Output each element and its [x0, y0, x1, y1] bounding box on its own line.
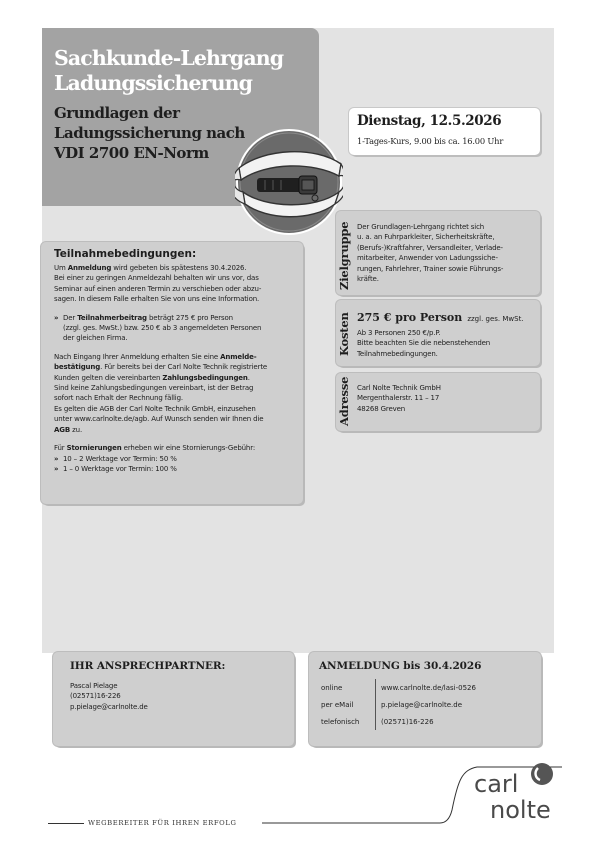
- text: Zahlungsbedingungen: [162, 373, 248, 382]
- registration-phone: (02571)16-226: [381, 717, 434, 726]
- registration-title: ANMELDUNG bis 30.4.2026: [319, 660, 482, 672]
- price: 275 € pro Person: [357, 311, 463, 324]
- logo-text-nolte: nolte: [490, 796, 551, 824]
- text-line: kräfte.: [357, 275, 379, 284]
- registration-url[interactable]: www.carlnolte.de/lasi-0526: [381, 683, 476, 692]
- text: 1 – 0 Werktage vor Termin: 100 %: [63, 464, 177, 473]
- target-group-text: [357, 222, 537, 284]
- course-time: 1-Tages-Kurs, 9.00 bis ca. 16.00 Uhr: [357, 136, 504, 146]
- conditions-text: [54, 263, 298, 474]
- registration-channel: per eMail: [321, 696, 376, 713]
- ratchet-strap-icon: [235, 128, 343, 236]
- text-line: Es gelten die AGB der Carl Nolte Technik GmbH, einzusehen: [54, 404, 256, 413]
- text-line: Der Grundlagen-Lehrgang richtet sich: [357, 223, 485, 231]
- text: Anmelde-: [220, 352, 257, 361]
- text: Um: [54, 264, 68, 272]
- address-label: Adresse: [337, 376, 351, 426]
- text: Für: [54, 444, 67, 453]
- text: .: [247, 373, 250, 382]
- divider: [48, 823, 84, 824]
- registration-channel: telefonisch: [321, 713, 376, 730]
- bullet-icon: »: [54, 454, 59, 463]
- registration-table: [321, 679, 480, 730]
- text-line: (Berufs-)Kraftfahrer, Versandleiter, Verlade-: [357, 243, 503, 252]
- registration-email[interactable]: p.pielage@carlnolte.de: [381, 700, 462, 709]
- registration-channel: online: [321, 679, 376, 696]
- text-line: sagen. In diesem Falle erhalten Sie von uns eine Information.: [54, 295, 260, 304]
- text: . Für bereits bei der Carl Nolte Technik registrierte: [100, 363, 268, 372]
- text: Kunden gelten die vereinbarten: [54, 373, 163, 382]
- text-line: Bitte beachten Sie die nebenstehenden: [357, 339, 491, 348]
- contact-title: IHR ANSPRECHPARTNER:: [70, 660, 226, 672]
- text: Der: [63, 313, 78, 322]
- subtitle-line: Ladungssicherung nach: [54, 124, 245, 142]
- text-line: rungen, Fahrlehrer, Trainer sowie Führungs-: [357, 264, 504, 273]
- table-row: [321, 713, 480, 730]
- subtitle-line: VDI 2700 EN-Norm: [54, 144, 209, 162]
- text-line: 48268 Greven: [357, 404, 406, 413]
- text-line: Seminar auf einen anderen Termin zu verschieben oder abzu-: [54, 284, 262, 293]
- text-line: Mergenthalerstr. 11 – 17: [357, 394, 440, 403]
- contact-phone: (02571)16-226: [70, 692, 121, 701]
- text: Anmeldung: [67, 264, 112, 272]
- text-line: unter www.carlnolte.de/agb. Auf Wunsch senden wir Ihnen die: [54, 415, 264, 424]
- text: erheben wir eine Stornierungs-Gebühr:: [121, 444, 256, 453]
- text-line: Carl Nolte Technik GmbH: [357, 384, 441, 392]
- conditions-title: Teilnahmebedingungen:: [54, 248, 197, 260]
- price-note: zzgl. ges. MwSt.: [467, 315, 524, 323]
- text-line: Ab 3 Personen 250 €/p.P.: [357, 329, 441, 337]
- list-item: [54, 313, 298, 344]
- table-row: [321, 679, 480, 696]
- list-item: [54, 454, 298, 464]
- title-line: Ladungssicherung: [54, 71, 253, 95]
- contact-name: Pascal Pielage: [70, 682, 118, 690]
- text-line: Teilnahmebedingungen.: [357, 349, 438, 358]
- table-row: [321, 696, 480, 713]
- address-text: [357, 383, 537, 414]
- costs-text: [357, 328, 537, 359]
- bullet-icon: »: [54, 313, 59, 322]
- bullet-icon: »: [54, 464, 59, 473]
- text: AGB: [54, 425, 71, 434]
- costs-label: Kosten: [337, 312, 351, 356]
- text-line: sofort nach Erhalt der Rechnung fällig.: [54, 394, 183, 403]
- course-date: Dienstag, 12.5.2026: [357, 113, 502, 129]
- text: beträgt 275 € pro Person: [146, 313, 233, 322]
- text-line: mitarbeiter, Anwender von Ladungssiche-: [357, 254, 498, 263]
- text-line: der gleichen Firma.: [63, 334, 128, 343]
- logo-text-carl: carl: [474, 770, 519, 798]
- contact-email[interactable]: p.pielage@carlnolte.de: [70, 702, 148, 711]
- text-line: Bei einer zu geringen Anmeldezahl behalten wir uns vor, das: [54, 274, 259, 283]
- text: Stornierungen: [66, 444, 122, 453]
- text-line: (zzgl. ges. MwSt.) bzw. 250 € ab 3 angemeldeten Personen: [63, 324, 262, 333]
- text: zu.: [70, 425, 83, 434]
- text: Teilnahmerbeitrag: [77, 313, 147, 322]
- text: wird gebeten bis spätestens 30.4.2026.: [111, 264, 247, 272]
- target-group-label: Zielgruppe: [337, 221, 351, 290]
- contact-details: [70, 681, 148, 712]
- page-title: [54, 46, 314, 96]
- text-line: u. a. an Fuhrparkleiter, Sicherheitskräfte,: [357, 233, 495, 242]
- list-item: [54, 464, 298, 474]
- subtitle-line: Grundlagen der: [54, 104, 180, 122]
- text: Nach Eingang Ihrer Anmeldung erhalten Sie eine: [54, 352, 221, 361]
- slogan: WEGBEREITER FÜR IHREN ERFOLG: [88, 819, 237, 827]
- text-line: Sind keine Zahlungsbedingungen vereinbart, ist der Betrag: [54, 384, 254, 393]
- price-line: [357, 306, 524, 325]
- carl-nolte-logo-icon: [472, 762, 564, 826]
- title-line: Sachkunde-Lehrgang: [54, 46, 284, 70]
- text: 10 – 2 Werktage vor Termin: 50 %: [63, 454, 177, 463]
- text: bestätigung: [54, 363, 101, 372]
